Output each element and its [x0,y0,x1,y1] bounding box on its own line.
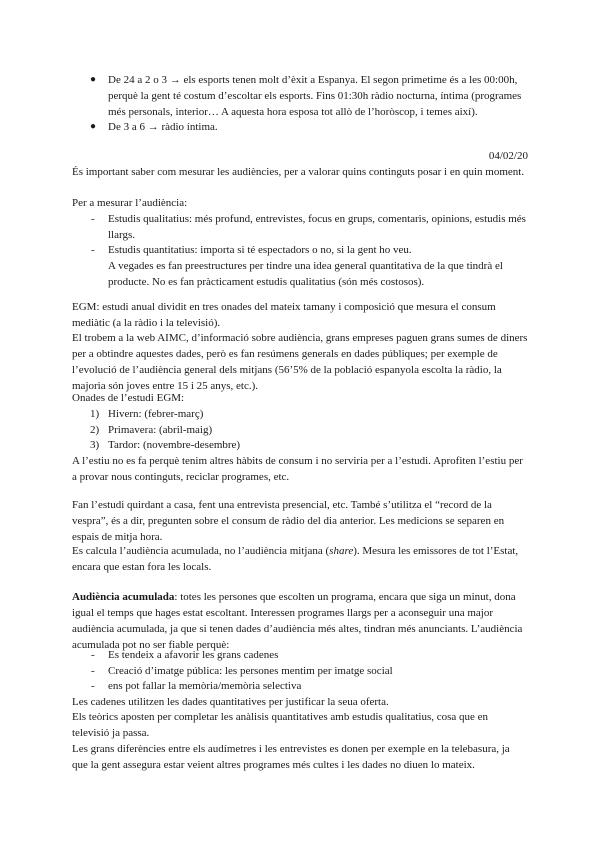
accumulated-audience-paragraph [72,589,528,653]
closing-paragraph-differences: Les grans diferències entre els audímetres i les entrevistes es donen per exemple en la telebasura, ja que la gent assegura estar veient altres programes més cultes i les dades no diuen lo mateix. [72,743,510,771]
closing-paragraph-networks: Les cadenes utilitzen les dades quantitatives per justificar la seua oferta. [72,696,389,708]
reason-item-memory: ens pot fallar la memòria/memòria selectiva [108,680,302,692]
closing-paragraph-theorists: Els teòrics aposten per completar les anàlisis quantitatives amb estudis qualitatius, cosa que en televisió ja passa. [72,711,489,739]
wave-item-spring: Primavera: (abril-maig) [108,424,213,436]
accumulated-method-paragraph [72,543,528,575]
wave-item-winter: Hivern: (febrer-març) [108,408,204,420]
summer-paragraph: A l’estiu no es fa perquè tenim altres hàbits de consum i no serviria per a l’estudi. Aprofiten l’estiu per a provar nous continguts, reciclar programes, etc. [72,455,523,483]
method-paragraph: Fan l’estudi quirdant a casa, fent una entrevista presencial, etc. També s’utilitza el “record de la vespra”, és a dir, pregunten sobre el consum de ràdio del dia anterior. Les medicions se separen en espais de mitja hora. [72,499,505,543]
share-term: share [329,545,354,557]
method-text-end: ). Mesura les emissores de tot l’Estat, encara que estan fora les locals. [72,545,519,573]
list-item-qualitative: Estudis qualitatius: més profund, entrevistes, focus en grups, comentaris, opinions, estudis més llargs. [108,213,526,241]
dash-glyph: - [91,680,95,692]
method-text-start: Es calcula l’audiència acumulada, no l’audiència mitjana ( [72,545,330,557]
waves-label: Onades de l’estudi EGM: [72,392,185,404]
accumulated-audience-text: : totes les persones que escolten un programa, encara que siga un minut, dona igual el temps que hages estat escoltant. Interessen programes llargs per a aconseguir una major audiència acumulada, ja que si tenen dades d’audiència més altes, tindran més anunciants. L’audiència acumulada pot no ser fiable perquè: [72,591,523,651]
wave-item-autumn: Tardor: (novembre-desembre) [108,439,241,451]
dash-glyph: - [91,649,95,661]
list-number: 3) [90,439,100,451]
list-item-quantitative: Estudis quantitatius: importa si té espectadors o no, si la gent ho veu. [108,244,412,256]
list-number: 1) [90,408,100,420]
list-number: 2) [90,424,100,436]
egm-definition: EGM: estudi anual dividit en tres onades del mateix tamany i composició que mesura el consum mediàtic (a la ràdio i la televisió). [72,301,496,329]
bullet-glyph: ● [90,121,97,132]
reason-item-big-networks: Es tendeix a afavorir les grans cadenes [108,649,279,661]
reason-item-public-image: Creació d’imatge pública: les persones mentim per imatge social [108,665,393,677]
dash-glyph: - [91,244,95,256]
date-heading: 04/02/20 [488,150,528,162]
measure-note: A vegades es fan preestructures per tindre una idea general quantitativa de la que tindrà el producte. No es fan pràcticament estudis qualitatius (són més costosos). [108,260,503,288]
egm-aimc-paragraph: El trobem a la web AIMC, d’informació sobre audiència, grans empreses paguen grans sumes de diners per a obtindre aquestes dades, però es fan resúmens generals en dades públiques; per exemple de l’evolució de l’audiència general dels mitjans (56’5% de la població espanyola escolta la ràdio, la majoria són joves entre 15 i 25 anys, etc.). [72,332,528,392]
intro-paragraph: És important saber com mesurar les audiències, per a valorar quins continguts posar i en quin moment. [72,166,525,178]
dash-glyph: - [91,213,95,225]
dash-glyph: - [91,665,95,677]
bullet-item-sports: De 24 a 2 o 3 → els esports tenen molt d’èxit a Espanya. El segon primetime és a les 00:00h, perquè la gent té costum d’escoltar els esports. Fins 01:30h ràdio nocturna, íntima (programes més personals, interior… A aquesta hora esposa tot allò de l’horòscop, i temes així). [108,74,522,118]
measure-label: Per a mesurar l’audiència: [72,197,188,209]
accumulated-audience-term: Audiència acumulada [72,591,175,603]
bullet-item-intimate-radio: De 3 a 6 → ràdio íntima. [108,121,218,133]
bullet-glyph: ● [90,74,97,85]
